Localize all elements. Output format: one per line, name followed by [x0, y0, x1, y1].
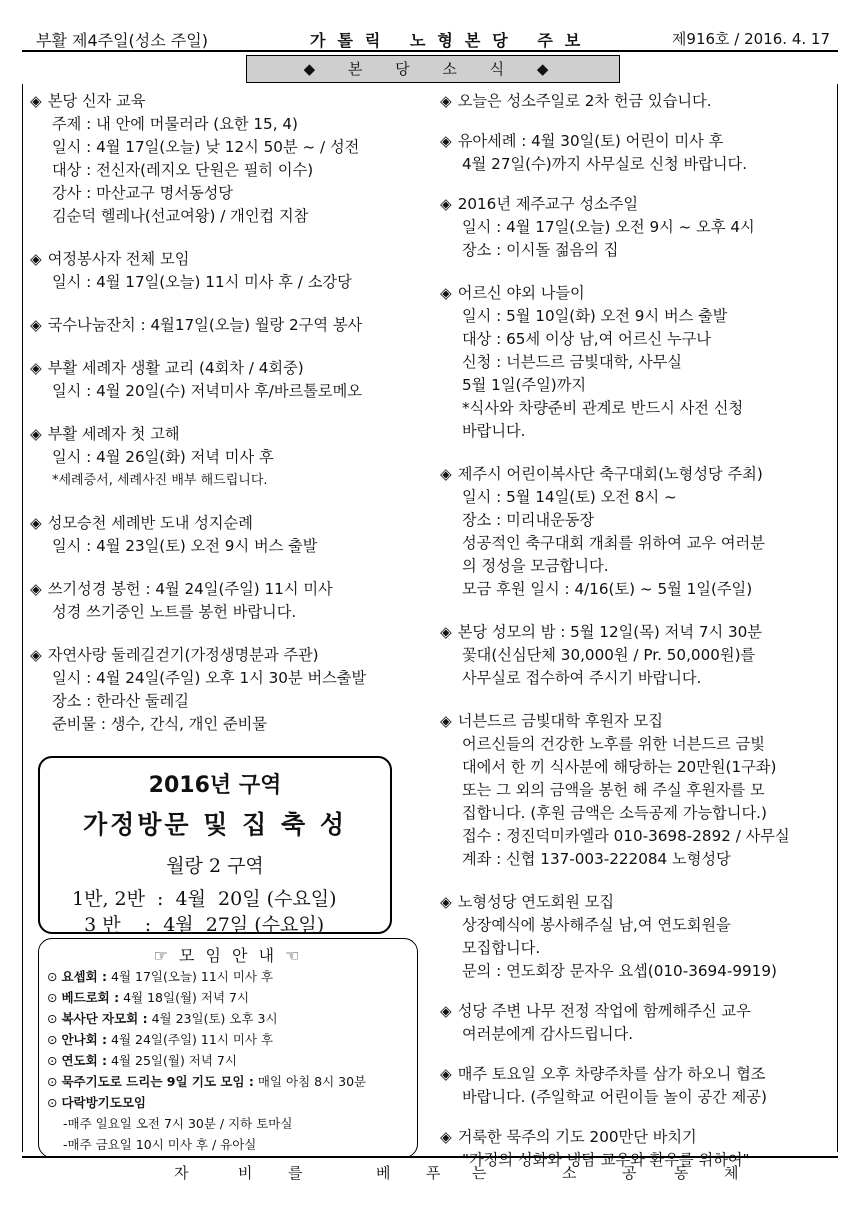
diamond-bullet-icon: ◈	[30, 646, 42, 664]
right-notice	[440, 1000, 834, 1046]
footer-divider	[22, 1156, 838, 1158]
notice-title-text: 어르신 야외 나들이	[457, 284, 585, 302]
circle-bullet-icon: ⊙	[47, 1053, 62, 1068]
circle-bullet-icon: ⊙	[47, 1074, 62, 1089]
left-notice	[30, 644, 430, 736]
meeting-item	[39, 1092, 417, 1113]
diamond-bullet-icon: ◈	[440, 1128, 452, 1146]
diamond-bullet-icon: ◈	[30, 580, 42, 598]
diamond-bullet-icon: ◈	[30, 250, 42, 268]
notice-title-text: 성당 주변 나무 전정 작업에 함께해주신 교우	[457, 1002, 751, 1020]
meeting-name: 연도회 :	[61, 1053, 108, 1068]
right-notice	[440, 621, 834, 690]
diamond-bullet-icon: ◈	[440, 623, 452, 641]
notice-line: 일시 : 5월 10일(화) 오전 9시 버스 출발	[462, 307, 728, 325]
visit-title: 가정방문 및 집 축 성	[82, 810, 347, 839]
right-notice	[440, 90, 834, 113]
notice-title	[440, 621, 834, 644]
notice-line: 바랍니다. (주일학교 어린이들 놀이 공간 제공)	[462, 1088, 767, 1106]
meeting-time: 4월 25일(월) 저녁 7시	[107, 1053, 237, 1068]
meeting-title: ☞ 모 임 안 내 ☜	[153, 946, 303, 965]
notice-line: *식사와 차량준비 관계로 반드시 사전 신청	[462, 399, 744, 417]
circle-bullet-icon: ⊙	[47, 1011, 62, 1026]
footer-char: 체	[724, 1164, 739, 1182]
footer-char: 를	[288, 1164, 303, 1182]
notice-line: 강사 : 마산교구 명서동성당	[52, 184, 233, 202]
left-column	[30, 90, 430, 736]
notice-line: 성공적인 축구대회 개최를 위하여 교우 여러분	[462, 534, 765, 552]
meeting-name: 베드로회 :	[61, 990, 120, 1005]
meeting-item	[39, 1029, 417, 1050]
left-notice	[30, 512, 430, 558]
left-notice	[30, 578, 430, 624]
notice-title	[30, 248, 430, 271]
notice-line: 일시 : 4월 24일(주일) 오후 1시 30분 버스출발	[52, 669, 367, 687]
notice-line: 4월 27일(수)까지 사무실로 신청 바랍니다.	[462, 155, 748, 173]
notice-line: 꽃대(신심단체 30,000원 / Pr. 50,000원)를	[462, 646, 756, 664]
meeting-item	[39, 1071, 417, 1092]
right-notice	[440, 130, 834, 176]
notice-line: "가정의 성화와 냉담 교우와 환우를 위하여"	[462, 1151, 750, 1169]
diamond-bullet-icon: ◈	[440, 132, 452, 150]
right-notice	[440, 193, 834, 262]
meeting-box	[38, 938, 418, 1158]
notice-note: *세례증서, 세례사진 배부 해드립니다.	[52, 473, 268, 488]
circle-bullet-icon: ⊙	[47, 969, 62, 984]
notice-title	[440, 1000, 834, 1023]
meeting-sub-item: -매주 일요일 오전 7시 30분 / 지하 토마실	[63, 1116, 293, 1131]
diamond-bullet-icon: ◈	[440, 712, 452, 730]
circle-bullet-icon: ⊙	[47, 990, 62, 1005]
notice-line: 장소 : 미리내운동장	[462, 511, 595, 529]
notice-line: 주제 : 내 안에 머물러라 (요한 15, 4)	[52, 115, 298, 133]
left-notice	[30, 314, 430, 337]
diamond-bullet-icon: ◈	[440, 465, 452, 483]
notice-line: 상장예식에 봉사해주실 남,여 연도회원을	[462, 916, 731, 934]
diamond-bullet-icon: ◈	[440, 195, 452, 213]
notice-line: 집합니다. (후원 금액은 소득공제 가능합니다.)	[462, 804, 767, 822]
notice-line: 대상 : 전신자(레지오 단원은 필히 이수)	[52, 161, 314, 179]
visit-schedule: 1반, 2반 : 4월 20일 (수요일) 3 반 : 4월 27일 (수요일)	[72, 888, 337, 936]
notice-line: 일시 : 4월 23일(토) 오전 9시 버스 출발	[52, 537, 318, 555]
notice-title	[440, 463, 834, 486]
home-visit-box	[38, 756, 392, 934]
meeting-name: 다락방기도모임	[61, 1095, 146, 1110]
footer-char: 비	[238, 1164, 253, 1182]
meeting-name: 요셉회 :	[61, 969, 108, 984]
meeting-time: 4월 23일(토) 오후 3시	[147, 1011, 278, 1026]
footer-char: 베	[376, 1164, 391, 1182]
footer-char: 공	[622, 1164, 637, 1182]
notice-line: 일시 : 4월 20일(수) 저녁미사 후/바르톨로메오	[52, 382, 362, 400]
notice-title-text: 본당 신자 교육	[47, 92, 146, 110]
notice-title	[440, 1063, 834, 1086]
notice-line: 일시 : 4월 26일(화) 저녁 미사 후	[52, 448, 274, 466]
notice-title	[30, 314, 430, 337]
notice-title-text: 너븐드르 금빛대학 후원자 모집	[457, 712, 663, 730]
notice-title-text: 유아세례 : 4월 30일(토) 어린이 미사 후	[457, 132, 724, 150]
notice-line: 일시 : 4월 17일(오늘) 11시 미사 후 / 소강당	[52, 273, 352, 291]
diamond-bullet-icon: ◈	[30, 316, 42, 334]
footer-char: 는	[472, 1164, 487, 1182]
notice-line: 장소 : 이시돌 젊음의 집	[462, 241, 619, 259]
left-notice	[30, 248, 430, 294]
notice-title-text: 오늘은 성소주일로 2차 헌금 있습니다.	[457, 92, 712, 110]
circle-bullet-icon: ⊙	[47, 1032, 62, 1047]
diamond-bullet-icon: ◈	[30, 359, 42, 377]
notice-title-text: 본당 성모의 밤 : 5월 12일(목) 저녁 7시 30분	[457, 623, 762, 641]
notice-title	[30, 512, 430, 535]
diamond-bullet-icon: ◈	[440, 1002, 452, 1020]
notice-title	[440, 282, 834, 305]
left-notice	[30, 423, 430, 492]
right-notice	[440, 710, 834, 871]
right-notice	[440, 282, 834, 443]
header-divider	[22, 50, 838, 52]
notice-line: 장소 : 한라산 둘레길	[52, 692, 189, 710]
notice-title	[30, 423, 430, 446]
header-left: 부활 제4주일(성소 주일)	[36, 31, 208, 50]
notice-title-text: 여정봉사자 전체 모임	[47, 250, 190, 268]
notice-line: 또는 그 외의 금액을 봉헌 해 주실 후원자를 모	[462, 781, 765, 799]
notice-title	[440, 130, 834, 153]
footer-char: 소	[562, 1164, 577, 1182]
page-header	[22, 28, 838, 52]
meeting-item	[39, 1050, 417, 1071]
header-title: 가톨릭 노형본당 주보	[310, 31, 593, 50]
notice-line: 사무실로 접수하여 주시기 바랍니다.	[462, 669, 702, 687]
notice-line: 계좌 : 신협 137-003-222084 노형성당	[462, 850, 731, 868]
left-notice	[30, 90, 430, 228]
right-notice	[440, 1126, 834, 1172]
notice-title-text: 제주시 어린이복사단 축구대회(노형성당 주최)	[457, 465, 763, 483]
notice-title	[440, 1126, 834, 1149]
notice-title	[30, 90, 430, 113]
notice-line: 바랍니다.	[462, 422, 526, 440]
footer-char: 동	[674, 1164, 689, 1182]
notice-line: 접수 : 정진덕미카엘라 010-3698-2892 / 사무실	[462, 827, 790, 845]
header-issue: 제916호 / 2016. 4. 17	[671, 30, 830, 48]
meeting-item	[39, 1008, 417, 1029]
notice-title-text: 쓰기성경 봉헌 : 4월 24일(주일) 11시 미사	[47, 580, 333, 598]
meeting-time: 매일 아침 8시 30분	[253, 1074, 367, 1089]
footer-char: 푸	[426, 1164, 441, 1182]
notice-title-text: 매주 토요일 오후 차량주차를 삼가 하오니 협조	[457, 1065, 766, 1083]
notice-line: 성경 쓰기중인 노트를 봉헌 바랍니다.	[52, 603, 297, 621]
notice-title	[440, 710, 834, 733]
notice-line: 문의 : 연도회장 문자우 요셉(010-3694-9919)	[462, 962, 777, 980]
notice-title	[30, 578, 430, 601]
visit-district: 월랑 2 구역	[166, 855, 264, 877]
diamond-bullet-icon: ◈	[30, 514, 42, 532]
footer-char: 자	[174, 1164, 189, 1182]
visit-year: 2016년 구역	[148, 773, 282, 798]
notice-title-text: 거룩한 묵주의 기도 200만단 바치기	[457, 1128, 697, 1146]
diamond-bullet-icon: ◈	[440, 893, 452, 911]
meeting-time: 4월 24일(주일) 11시 미사 후	[107, 1032, 274, 1047]
left-notice	[30, 357, 430, 403]
notice-line: 의 정성을 모금합니다.	[462, 557, 609, 575]
notice-title	[440, 90, 834, 113]
notice-line: 김순덕 헬레나(선교여왕) / 개인컵 지참	[52, 207, 309, 225]
meeting-time: 4월 17일(오늘) 11시 미사 후	[107, 969, 274, 984]
right-column	[440, 90, 834, 1172]
notice-title	[30, 644, 430, 667]
notice-title-text: 노형성당 연도회원 모집	[457, 893, 615, 911]
meeting-name: 복사단 자모회 :	[61, 1011, 148, 1026]
meeting-name: 안나회 :	[61, 1032, 108, 1047]
notice-line: 여러분에게 감사드립니다.	[462, 1025, 634, 1043]
notice-line: 모금 후원 일시 : 4/16(토) ~ 5월 1일(주일)	[462, 580, 753, 598]
notice-title-text: 부활 세례자 생활 교리 (4회차 / 4회중)	[47, 359, 304, 377]
right-notice	[440, 891, 834, 983]
notice-title-text: 성모승천 세례반 도내 성지순례	[47, 514, 253, 532]
meeting-sub-item: -매주 금요일 10시 미사 후 / 유아실	[63, 1137, 257, 1152]
meeting-item	[39, 966, 417, 987]
notice-line: 5월 1일(주일)까지	[462, 376, 587, 394]
notice-line: 대에서 한 끼 식사분에 해당하는 20만원(1구좌)	[462, 758, 777, 776]
notice-title	[30, 357, 430, 380]
section-title: ◆ 본 당 소 식 ◆	[246, 55, 620, 83]
diamond-bullet-icon: ◈	[30, 92, 42, 110]
diamond-bullet-icon: ◈	[440, 92, 452, 110]
diamond-bullet-icon: ◈	[440, 284, 452, 302]
notice-title-text: 2016년 제주교구 성소주일	[457, 195, 639, 213]
meeting-name: 묵주기도로 드리는 9일 기도 모임 :	[61, 1074, 254, 1089]
right-notice	[440, 1063, 834, 1109]
right-notice	[440, 463, 834, 601]
notice-title-text: 부활 세례자 첫 고해	[47, 425, 180, 443]
notice-line: 일시 : 5월 14일(토) 오전 8시 ~	[462, 488, 677, 506]
meeting-time: 4월 18일(월) 저녁 7시	[119, 990, 250, 1005]
circle-bullet-icon: ⊙	[47, 1095, 62, 1110]
diamond-bullet-icon: ◈	[30, 425, 42, 443]
notice-line: 모집합니다.	[462, 939, 541, 957]
notice-line: 준비물 : 생수, 간식, 개인 준비물	[52, 715, 267, 733]
notice-title	[440, 891, 834, 914]
notice-title-text: 국수나눔잔치 : 4월17일(오늘) 월랑 2구역 봉사	[47, 316, 363, 334]
notice-line: 신청 : 너븐드르 금빛대학, 사무실	[462, 353, 682, 371]
notice-line: 일시 : 4월 17일(오늘) 오전 9시 ~ 오후 4시	[462, 218, 755, 236]
notice-line: 대상 : 65세 이상 남,여 어르신 누구나	[462, 330, 711, 348]
diamond-bullet-icon: ◈	[440, 1065, 452, 1083]
notice-title	[440, 193, 834, 216]
meeting-item	[39, 987, 417, 1008]
notice-line: 일시 : 4월 17일(오늘) 낮 12시 50분 ~ / 성전	[52, 138, 360, 156]
notice-line: 어르신들의 건강한 노후를 위한 너븐드르 금빛	[462, 735, 765, 753]
notice-title-text: 자연사랑 둘레길걷기(가정생명분과 주관)	[47, 646, 319, 664]
